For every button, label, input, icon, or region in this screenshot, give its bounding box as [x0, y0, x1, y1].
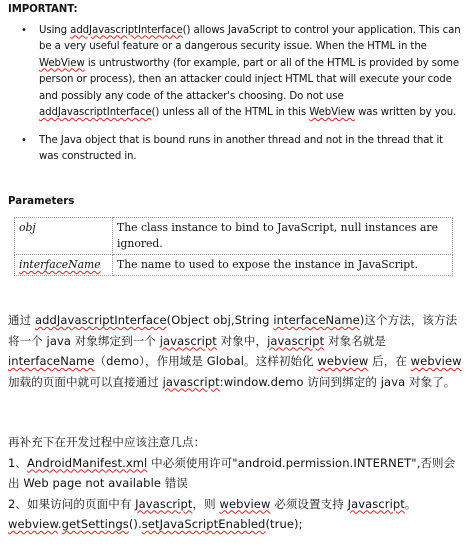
- table-row: [15, 255, 453, 276]
- file-name: AndroidManifest.xml: [27, 455, 148, 470]
- param-ref: interfaceName: [273, 313, 360, 327]
- keyword: webview: [410, 354, 462, 368]
- text-run: 后，在: [368, 354, 411, 368]
- parameters-table: [14, 217, 453, 276]
- text-run: () unless all of the HTML in this: [151, 107, 310, 118]
- param-description: The class instance to bind to JavaScript, null instances are ignored.: [113, 218, 453, 255]
- text-run: (true);: [265, 517, 303, 531]
- note-item: [8, 453, 463, 494]
- text-run: (Object obj,String: [166, 313, 274, 327]
- keyword: webview: [317, 354, 369, 368]
- text-run: () allows JavaScript to control your application. This can be a very useful feature or a dangerous security issue. When the HTML in the: [39, 24, 461, 52]
- method-name: setJavaScriptEnabled: [141, 517, 266, 531]
- list-item: [8, 23, 463, 122]
- text-run: was written by you.: [354, 107, 457, 118]
- paragraph: [8, 310, 463, 392]
- note-item: [8, 494, 463, 535]
- param-ref: interfaceName: [8, 354, 95, 368]
- class-name: WebView: [39, 57, 85, 69]
- param-name: interfaceName: [15, 255, 113, 276]
- text-run: 。: [404, 496, 417, 511]
- important-heading: IMPORTANT:: [8, 4, 78, 15]
- method-name: addJavascriptInterface: [34, 313, 167, 327]
- parameters-title: Parameters: [8, 196, 75, 207]
- keyword: javascript: [162, 374, 220, 389]
- chinese-paragraph-1: [8, 310, 463, 392]
- important-list: [8, 23, 463, 166]
- notes-intro: 再补充下在开发过程中应该注意几点：: [8, 435, 206, 449]
- text-run: 通过: [8, 313, 35, 327]
- text-run: ().: [128, 517, 142, 531]
- text-run: Using: [39, 24, 71, 36]
- text-run: 对象中，: [216, 333, 268, 348]
- keyword: webview: [219, 496, 271, 511]
- keyword: Javascript: [135, 496, 193, 511]
- text-run: .: [57, 517, 62, 531]
- text-run: )这个方法，该方法将一个 java 对象绑定到一个: [8, 313, 458, 348]
- keyword: javascript: [267, 333, 325, 348]
- text-run: 中必须使用许可"android.permission.INTERNET",否则会出 Web page not available 错误: [8, 455, 456, 490]
- text-run: ，则: [192, 496, 220, 511]
- text-run: 加载的页面中就可以直接通过: [8, 374, 163, 389]
- method-name: addJavascriptInterface: [70, 24, 183, 36]
- important-section: [8, 2, 463, 177]
- class-name: WebView: [309, 107, 355, 118]
- param-description: The name to used to expose the instance in JavaScript.: [113, 255, 453, 276]
- param-name: obj: [15, 218, 113, 255]
- chinese-paragraph-2: [8, 432, 463, 535]
- text-run: 对象名就是: [324, 333, 386, 348]
- text-run: is untrustworthy (for example, part or all of the HTML is provided by some person or process), then an attacker could inject HTML that will execute your code and possibly any code of the attacker's choosing. Do not use: [39, 57, 460, 102]
- keyword: Javascript: [347, 496, 405, 511]
- table-row: [15, 218, 453, 255]
- text-run: 1、: [8, 455, 28, 470]
- text-run: （demo），作用域是 Global。这样初始化: [94, 354, 318, 368]
- list-item: • The Java object that is bound runs in another thread and not in the thread that it was constructed in.: [8, 133, 463, 166]
- text-run: :window.demo 访问到绑定的 java 对象了。: [219, 374, 456, 389]
- keyword: javascript: [159, 333, 217, 348]
- method-name: getSettings: [61, 517, 129, 531]
- text-run: 必须设置支持: [270, 496, 348, 511]
- keyword: webview: [8, 517, 58, 531]
- text-run: 2、如果访问的页面中有: [8, 496, 136, 511]
- method-name: addJavascriptInterface: [39, 107, 152, 118]
